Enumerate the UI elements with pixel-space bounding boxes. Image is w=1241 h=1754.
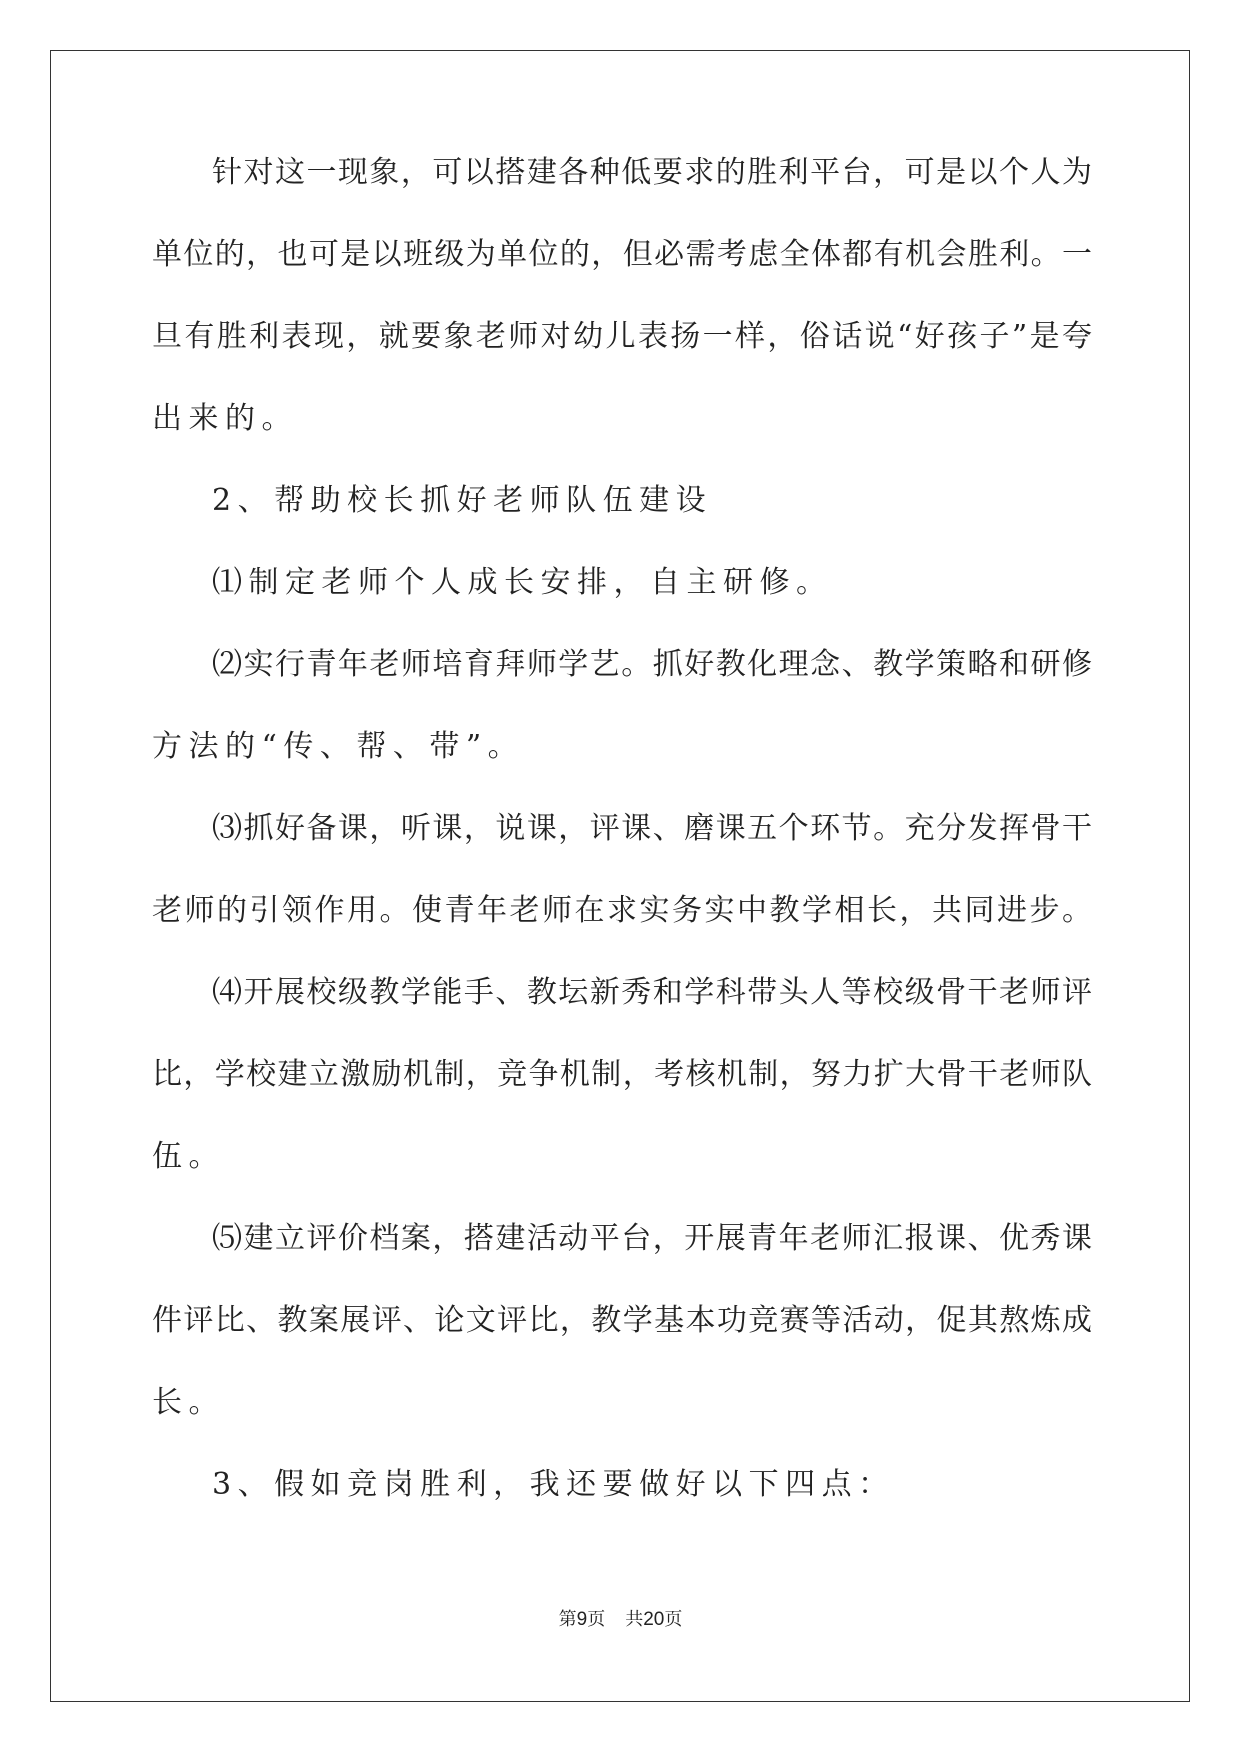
paragraph-line: ⑷开展校级教学能手、教坛新秀和学科带头人等校级骨干老师评 xyxy=(212,975,1092,1010)
paragraph-line: 长。 xyxy=(152,1385,225,1420)
page-footer xyxy=(0,1609,1241,1631)
document-body xyxy=(152,155,1092,1552)
page-prefix: 第 xyxy=(558,1609,577,1630)
paragraph-line: 伍。 xyxy=(152,1139,225,1174)
page-unit: 页 xyxy=(587,1609,606,1630)
total-unit: 页 xyxy=(664,1609,683,1630)
paragraph-line: 件评比、教案展评、论文评比，教学基本功竞赛等活动，促其熬炼成 xyxy=(152,1303,1092,1338)
paragraph-line: 单位的，也可是以班级为单位的，但必需考虑全体都有机会胜利。一 xyxy=(152,237,1092,272)
paragraph-line: ⑸建立评价档案，搭建活动平台，开展青年老师汇报课、优秀课 xyxy=(212,1221,1092,1256)
section-heading: 2、帮助校长抓好老师队伍建设 xyxy=(212,483,713,518)
paragraph-line: 出来的。 xyxy=(152,401,298,436)
paragraph-line: ⑴制定老师个人成长安排，自主研修。 xyxy=(212,565,833,600)
paragraph-line: 针对这一现象，可以搭建各种低要求的胜利平台，可是以个人为 xyxy=(212,155,1092,190)
paragraph-line: 老师的引领作用。使青年老师在求实务实中教学相长，共同进步。 xyxy=(152,893,1092,928)
total-pages: 20 xyxy=(643,1609,665,1630)
page-number: 9 xyxy=(576,1609,588,1630)
paragraph-line: 方法的“传、帮、带”。 xyxy=(152,729,525,764)
section-heading: 3、假如竞岗胜利，我还要做好以下四点： xyxy=(212,1467,895,1502)
paragraph-line: ⑶抓好备课，听课，说课，评课、磨课五个环节。充分发挥骨干 xyxy=(212,811,1092,846)
paragraph-line: 旦有胜利表现，就要象老师对幼儿表扬一样，俗话说“好孩子”是夸 xyxy=(152,319,1092,354)
paragraph-line: 比，学校建立激励机制，竞争机制，考核机制，努力扩大骨干老师队 xyxy=(152,1057,1092,1092)
total-prefix: 共 xyxy=(625,1609,644,1630)
paragraph-line: ⑵实行青年老师培育拜师学艺。抓好教化理念、教学策略和研修 xyxy=(212,647,1092,682)
